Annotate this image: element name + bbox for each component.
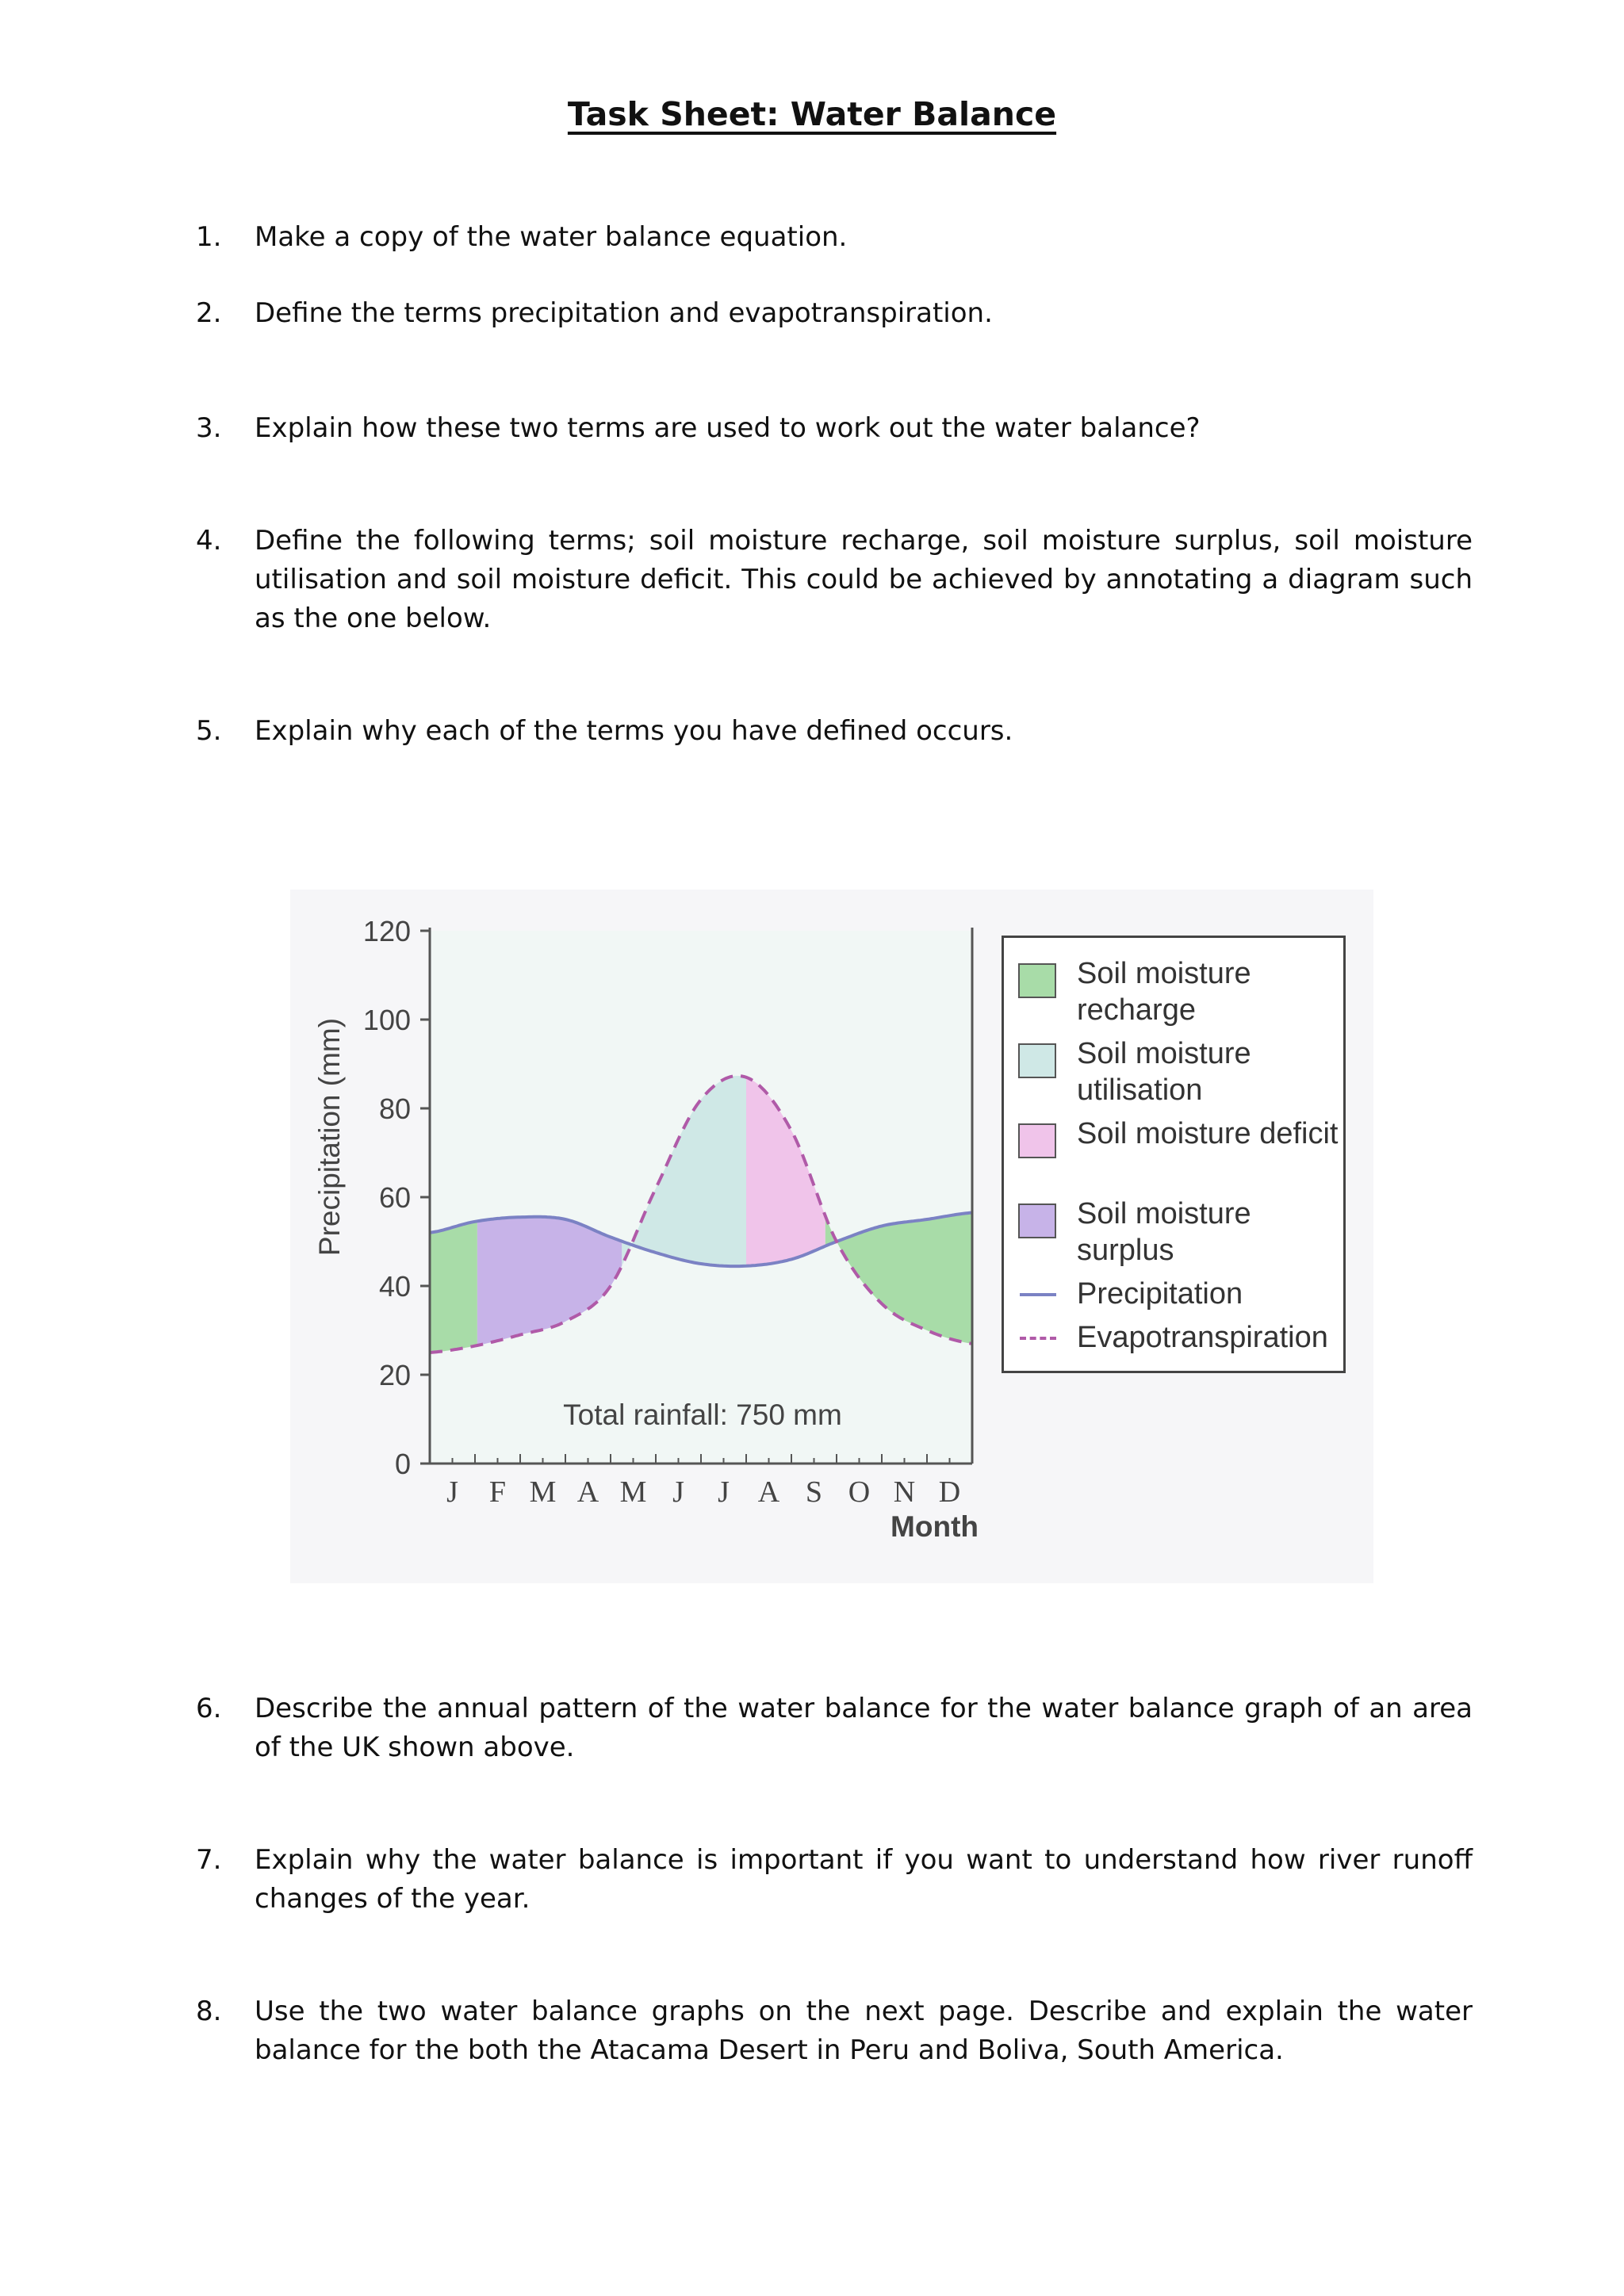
question-number: 5. [196,715,222,747]
legend-line [1020,1293,1056,1296]
x-tick-label: J [718,1475,730,1509]
x-tick-label: A [757,1475,780,1509]
question-text: Explain why each of the terms you have defined occurs. [255,715,1013,747]
chart-legend [1002,936,1346,1373]
question-3 [196,409,1473,448]
x-tick-label: N [893,1475,916,1509]
question-number: 4. [196,525,222,557]
legend-swatch [1018,1123,1056,1158]
question-text: Describe the annual pattern of the water balance for the water balance graph of an area of the UK shown above. [255,1693,1473,1763]
legend-swatch [1018,1043,1056,1078]
question-8 [196,1992,1473,2070]
question-text: Explain how these two terms are used to work out the water balance? [255,412,1201,444]
question-number: 6. [196,1693,222,1724]
legend-swatch [1018,1203,1056,1238]
legend-swatch [1018,963,1056,998]
y-tick-label: 20 [378,1359,411,1391]
legend-label: Soil moisture utilisation [1077,1037,1251,1107]
question-text: Make a copy of the water balance equation. [255,221,848,253]
y-tick-label: 80 [378,1093,411,1125]
question-text: Explain why the water balance is important if you want to understand how river runoff changes of the year. [255,1844,1473,1915]
question-number: 8. [196,1996,222,2027]
x-tick-label: F [488,1475,507,1509]
x-tick-label: J [672,1475,684,1509]
question-number: 2. [196,297,222,329]
question-number: 3. [196,412,222,444]
legend-label: Soil moisture recharge [1077,957,1251,1027]
x-tick-label: M [619,1475,647,1509]
y-tick-label: 100 [362,1004,411,1036]
x-tick-label: O [848,1475,871,1509]
question-text: Define the following terms; soil moisture recharge, soil moisture surplus, soil moisture utilisation and soil moisture deficit. This could be achieved by annotating a diagram such as the one below. [255,525,1473,634]
y-tick-label: 120 [362,915,411,947]
x-tick-label: S [805,1475,823,1509]
y-tick-label: 40 [378,1270,411,1303]
x-tick-label: D [938,1475,961,1509]
legend-line [1020,1337,1056,1340]
question-text: Use the two water balance graphs on the next page. Describe and explain the water balance for the both the Atacama Desert in Peru and Boliva, South America. [255,1996,1473,2066]
question-4 [196,522,1473,638]
y-axis-label: Precipitation (mm) [313,1017,346,1257]
x-axis-label: Month [891,1510,979,1543]
page-title: Task Sheet: Water Balance [567,95,1057,133]
x-tick-label: J [446,1475,458,1509]
x-tick-label: A [576,1475,599,1509]
total-rainfall-annotation: Total rainfall: 750 mm [563,1399,842,1431]
legend-label: Soil moisture surplus [1077,1197,1251,1267]
question-7 [196,1841,1473,1919]
question-number: 7. [196,1844,222,1876]
legend-label: Evapotranspiration [1077,1321,1328,1354]
question-number: 1. [196,221,222,253]
y-tick-label: 60 [378,1181,411,1214]
question-5 [196,712,1473,751]
area-recharge [430,1221,477,1353]
water-balance-chart [290,890,1373,1583]
question-2 [196,294,1473,333]
question-text: Define the terms precipitation and evapotranspiration. [255,297,993,329]
x-tick-label: M [529,1475,557,1509]
y-tick-label: 0 [394,1448,411,1480]
legend-label: Precipitation [1077,1277,1243,1311]
question-1 [196,218,1473,257]
question-6 [196,1689,1473,1767]
legend-label: Soil moisture deficit [1077,1117,1339,1150]
